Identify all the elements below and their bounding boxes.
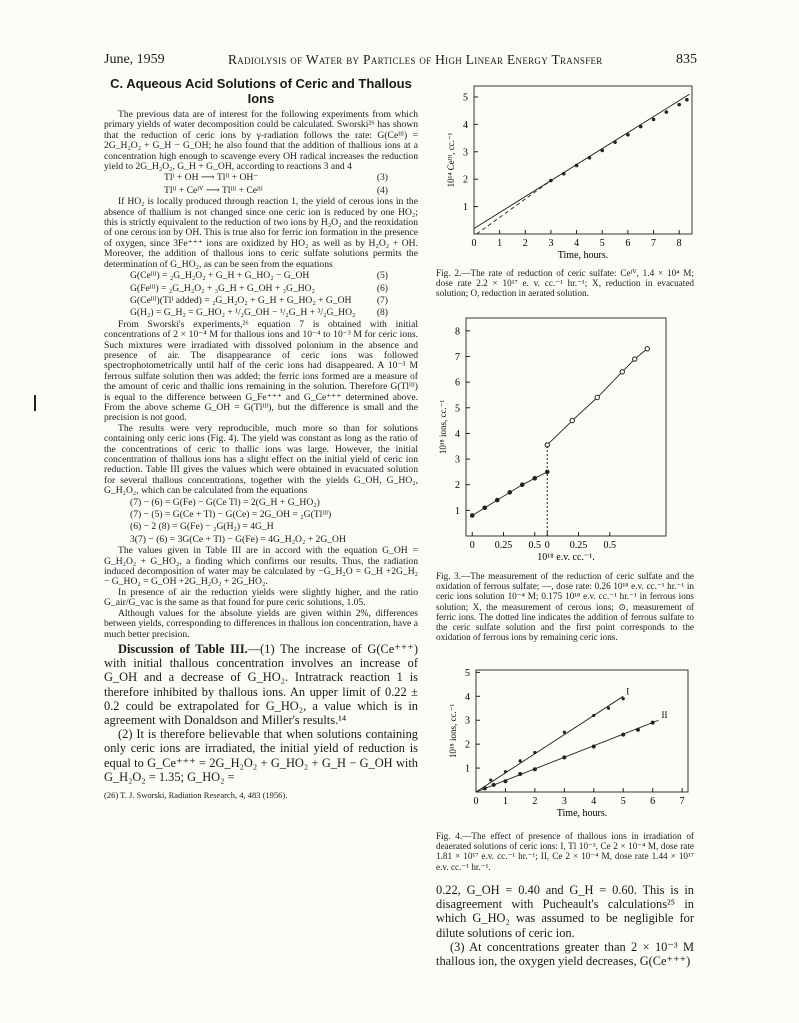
data-point bbox=[621, 733, 625, 737]
data-point bbox=[533, 767, 537, 771]
data-point bbox=[620, 370, 624, 374]
data-point bbox=[626, 133, 630, 137]
x-axis-label: 10¹⁸ e.v. cc.⁻¹. bbox=[537, 552, 595, 563]
x-tick-label: 2 bbox=[532, 796, 538, 807]
paragraph: 0.22, G_OH = 0.40 and G_H = 0.60. This is in disagreement with Pucheault's calculations²⁵ in which G_HO₂ was assumed to be negligible for dilute solutions of ceric ion. bbox=[436, 883, 694, 940]
data-point bbox=[518, 772, 522, 776]
data-point bbox=[600, 149, 604, 153]
y-tick-label: 2 bbox=[465, 739, 470, 751]
y-tick-label: 1 bbox=[455, 505, 460, 517]
y-tick-label: 3 bbox=[455, 454, 460, 466]
paragraph: Although values for the absolute yields are given within 2%, differences between yields, corresponding to differences in thallous ion concentration, have a much better precision. bbox=[104, 607, 418, 640]
data-point bbox=[575, 164, 579, 168]
equation: G(H₂) = G_H₂ = G_HO₂ + ¹/₂G_OH − ¹/₂G_H + ³/₂G_HO₂ (8) bbox=[130, 307, 388, 319]
equation: 3(7) − (6) = 3G(Ce + Tl) − G(Fe) = 4G_H₂O₂ + 2G_OH bbox=[130, 533, 346, 545]
y-tick-label: 5 bbox=[455, 403, 460, 415]
y-tick-label: 4 bbox=[463, 119, 468, 131]
y-tick-label: 8 bbox=[455, 326, 460, 338]
x-tick-label: 8 bbox=[676, 238, 682, 249]
data-point bbox=[508, 491, 512, 495]
x-tick-label: 2 bbox=[522, 238, 528, 249]
y-tick-label: 4 bbox=[455, 428, 460, 440]
right-column-text bbox=[436, 883, 694, 968]
y-axis-label: 10¹⁸ ions, cc.⁻¹ bbox=[438, 399, 448, 455]
x-tick-label: 7 bbox=[651, 238, 657, 249]
x-tick-label: 6 bbox=[650, 796, 656, 807]
x-tick-label: 0 bbox=[544, 540, 550, 551]
x-tick-label: 1 bbox=[502, 796, 508, 807]
x-tick-label: 4 bbox=[574, 238, 580, 249]
data-point bbox=[520, 483, 524, 487]
x-tick-label: 5 bbox=[620, 796, 626, 807]
x-tick-label: 0 bbox=[469, 540, 475, 551]
paragraph: The previous data are of interest for the following experiments from which primary yields of water decomposition could be calculated. Sworski²⁶ has shown that the reduction of ceric ions by γ-radiation follows the rate: G(Ceᴵᴵᴵ) = 2G_H₂O₂ + G_H − G_OH; he also found that the addition of thallious ions at a concentration high enough to scavenge every OH radical increases the reduction yield to 2G_H₂O₂, G_H + G_OH, according to reactions 3 and 4 bbox=[104, 109, 418, 173]
data-point bbox=[607, 707, 610, 710]
y-tick-label: 1 bbox=[465, 763, 470, 775]
equation: (7) − (6) = G(Fe) − G(Ce Tl) = 2(G_H + G_HO₂) bbox=[130, 496, 320, 508]
paragraph: If HO₂ is locally produced through reaction 1, the yield of cerous ions in the absence of thallium is not changed since one ceric ion is reduced by one HO₂; this is strictly equivalent to the reduction of two ions by H₂O₂ and the reoxidation of one cerous ion by OH. This is true also for ferric ion formation in the presence of oxygen, since 3Fe⁺⁺⁺ ions are oxidized by HO₂ as well as by H₂O₂ + OH. Moreover, the addition of thallous ions to ceric sulfate solutions permits the determination of G_HO₂, as can be seen from the equations bbox=[104, 196, 418, 270]
y-tick-label: 4 bbox=[465, 691, 470, 703]
series-label: II bbox=[661, 710, 668, 721]
data-point bbox=[588, 156, 592, 160]
data-point bbox=[622, 697, 625, 700]
dashed-series-line bbox=[477, 181, 551, 234]
paragraph: The results were very reproducible, much more so than for solutions containing only ceric ions (Fig. 4). The yield was constant as long as the ratio of the concentrations of ceric to thallic ions was large. However, the initial concentration of thallous ions has a slight effect on the initial yield of ceric ion reduction. Table III gives the values which were obtained in evacuated solution for several thallous concentrations, together with the yields G_OH, G_HO₂, G_H₂O₂, which can be calculated from the equations bbox=[104, 422, 418, 497]
data-point bbox=[592, 745, 596, 749]
data-point bbox=[483, 506, 487, 510]
figure-2-caption: Fig. 2.—The rate of reduction of ceric sulfate: Ceᴵⱽ, 1.4 × 10⁴ M; dose rate 2.2 × 10¹⁷ e. v. cc.⁻¹ hr.⁻¹; X, reduction in evacuated solution; O, reduction in aerated solution. bbox=[436, 268, 694, 299]
x-tick-label: 6 bbox=[625, 238, 631, 249]
equation: G(Feᴵᴵᴵ) = ₂G_H₂O₂ + ₃G_H + G_OH + ₃G_HO₂ (6) bbox=[130, 282, 388, 294]
figure-4-chart bbox=[436, 664, 696, 829]
x-axis-label: Time, hours. bbox=[556, 808, 608, 819]
x-tick-label: 5 bbox=[599, 238, 605, 249]
equation: Tlᴵ + OH ⟶ Tlᴵᴵ + OH⁻ (3) bbox=[164, 172, 388, 184]
y-tick-label: 3 bbox=[465, 715, 470, 727]
y-tick-label: 1 bbox=[463, 202, 468, 214]
data-point bbox=[495, 498, 499, 502]
running-title: Radiolysis of Water by Particles of High Linear Energy Transfer bbox=[228, 52, 603, 67]
data-point bbox=[563, 731, 566, 734]
equation: G(Ceᴵᴵᴵ)(Tlᴵ added) = ₂G_H₂O₂ + G_H + G_HO₂ + G_OH (7) bbox=[130, 294, 388, 306]
data-point bbox=[677, 103, 681, 107]
paragraph: In presence of air the reduction yields were slightly higher, and the ratio G_air/G_vac is the same as that found for pure ceric solutions, 1.05. bbox=[104, 586, 418, 609]
x-tick-label: 0 bbox=[473, 796, 479, 807]
data-point bbox=[639, 125, 643, 129]
data-point bbox=[492, 783, 496, 787]
y-axis-label: 10¹⁸ ions, cc.⁻¹ bbox=[448, 703, 458, 759]
paragraph: The values given in Table III are in accord with the equation G_OH = G_H₂O₂ + G_HO₂, a finding which confirms our results. Thus, the radiation induced decomposition of water may be calculated by −G_H₂O = G_H +2G_H₂ − G_HO₂ = G_OH +2G_H₂O₂ + 2G_HO₂. bbox=[104, 545, 418, 588]
x-tick-label: 0.5 bbox=[603, 540, 616, 551]
y-tick-label: 7 bbox=[455, 351, 460, 363]
y-axis-label: 10¹⁴ Ceᴵᴵᴵ, cc.⁻¹ bbox=[446, 132, 456, 188]
data-point bbox=[613, 140, 617, 144]
data-point bbox=[519, 759, 522, 762]
section-heading: C. Aqueous Acid Solutions of Ceric and Thallous Ions bbox=[110, 76, 412, 106]
y-tick-label: 2 bbox=[463, 174, 468, 186]
y-tick-label: 2 bbox=[455, 480, 460, 492]
data-point bbox=[651, 721, 655, 725]
data-point bbox=[549, 179, 553, 183]
equation: G(Ceᴵᴵᴵ) = ₂G_H₂O₂ + G_H + G_HO₂ − G_OH (5) bbox=[130, 270, 388, 282]
data-point bbox=[562, 755, 566, 759]
data-point bbox=[595, 395, 599, 399]
x-tick-label: 1 bbox=[497, 238, 503, 249]
paragraph: (2) It is therefore believable that when solutions containing only ceric ions are irradiated, the initial yield of reduction is equal to G_Ce⁺⁺⁺ = 2G_H₂O₂ + G_HO₂ + G_H − G_OH with G_H₂O₂ = 1.35; G_HO₂ = bbox=[104, 727, 418, 784]
figure-3-chart bbox=[436, 310, 696, 570]
running-date: June, 1959 bbox=[104, 52, 165, 67]
x-tick-label: 3 bbox=[561, 796, 567, 807]
equation: (6) − 2 (8) = G(Fe) − ₂G(H₂) = 4G_H bbox=[130, 521, 274, 533]
figure-4-caption: Fig. 4.—The effect of presence of thallous ions in irradiation of deaerated solutions of ceric ions: I, Tl 10⁻³, Ce 2 × 10⁻⁴ M, dose rate 1.81 × 10¹⁷ e.v. cc.⁻¹ hr.⁻¹; II, Ce 2 × 10⁻⁴ M, dose rate 1.44 × 10¹⁷ e.v. cc.⁻¹ hr.⁻¹. bbox=[436, 831, 694, 872]
data-point bbox=[562, 172, 566, 176]
figure-2-chart bbox=[436, 76, 696, 266]
x-tick-label: 0.25 bbox=[494, 540, 513, 551]
x-tick-label: 0 bbox=[471, 238, 477, 249]
y-tick-label: 6 bbox=[455, 377, 460, 389]
data-point bbox=[665, 110, 669, 114]
data-point bbox=[489, 778, 492, 781]
paragraph: (3) At concentrations greater than 2 × 10⁻³ M thallous ion, the oxygen yield decreases, G(Ce⁺⁺⁺) bbox=[436, 939, 694, 969]
data-point bbox=[645, 347, 649, 351]
data-point bbox=[685, 98, 689, 102]
data-point bbox=[636, 728, 640, 732]
data-point bbox=[504, 770, 507, 773]
y-tick-label: 5 bbox=[463, 92, 468, 104]
page-number: 835 bbox=[676, 52, 697, 67]
left-column bbox=[104, 76, 418, 800]
data-point bbox=[633, 357, 637, 361]
footnote: (26) T. J. Sworski, Radiation Research, 4, 483 (1956). bbox=[104, 789, 288, 800]
y-tick-label: 3 bbox=[463, 147, 468, 159]
series-line bbox=[474, 94, 689, 228]
data-point bbox=[592, 714, 595, 717]
data-point bbox=[470, 514, 474, 518]
x-tick-label: 0.5 bbox=[528, 540, 541, 551]
series-line bbox=[476, 696, 623, 792]
y-tick-label: 5 bbox=[465, 667, 470, 679]
series-label: I bbox=[626, 686, 630, 697]
x-tick-label: 3 bbox=[548, 238, 554, 249]
figure-3-caption: Fig. 3.—The measurement of the reduction of ceric sulfate and the oxidation of ferrous sulfate; —, dose rate: 0.26 10¹⁸ e.v. cc.⁻¹ hr.⁻¹ in ceric ions solution 10⁻⁴ M; 0.175 10¹⁸ e.v. cc.⁻¹ hr.⁻¹ in ferrous ions solution; X, the measurement of cerous ions; ⊙, measurement of ferric ions. The dotted line indicates the addition of ferrous sulfate to the ceric sulfate solution and the first point corresponds to the oxidation of ferrous ions by remaining ceric ions. bbox=[436, 571, 694, 643]
x-axis-label: Time, hours. bbox=[557, 250, 609, 261]
data-point bbox=[533, 476, 537, 480]
paragraph bbox=[104, 642, 418, 727]
data-point bbox=[483, 786, 487, 790]
x-tick-label: 4 bbox=[591, 796, 597, 807]
data-point bbox=[652, 118, 656, 122]
data-point bbox=[533, 751, 536, 754]
margin-mark bbox=[34, 395, 36, 411]
x-tick-label: 0.25 bbox=[569, 540, 588, 551]
data-point bbox=[503, 779, 507, 783]
x-tick-label: 7 bbox=[679, 796, 685, 807]
equation: (7) − (5) = G(Ce + Tl) − G(Ce) = 2G_OH = ₂G(Tlᴵᴵᴵ) bbox=[130, 509, 332, 521]
paragraph: From Sworski's experiments,²⁶ equation 7 is obtained with initial concentrations of 2 × 10⁻⁴ M for thallous ions and 10⁻⁴ to 10⁻³ M for ceric ions. Such mixtures were irradiated with dissolved polonium in the absence and presence of air. The disappearance of ceric ions was followed spectrophotometrically until half of the ceric ions had disappeared. A 10⁻³ M ferrous sulfate solution then was added; the ferric ions formed are a measure of the amount of ceric and thallic ions remaining in the solution. Therefore G(Tlᴵᴵᴵ) is equal to the difference between G_Fe⁺⁺⁺ and G_Ce⁺⁺⁺ determined above. From the above scheme G_OH = G(Tlᴵᴵᴵ), but the difference is small and the precision is not good. bbox=[104, 318, 418, 424]
data-point bbox=[570, 418, 574, 422]
series-line bbox=[476, 720, 659, 792]
plot-frame bbox=[476, 670, 688, 792]
subheading: Discussion of Table III. bbox=[118, 641, 248, 656]
equation: Tlᴵᴵ + Ceᴵⱽ ⟶ Tlᴵᴵᴵ + Ceᴵᴵᴵ (4) bbox=[164, 184, 388, 196]
paragraph-text: —(1) The increase of G(Ce⁺⁺⁺) with initial thallous concentration involves an increase of G_OH and a decrease of G_HO₂. Intratrack reaction 1 is therefore inhibited by thallous ions. An upper limit of 0.22 ± 0.2 could be extrapolated for G_HO₂, a value which is in agreement with Donaldson and Miller's results.¹⁴ bbox=[104, 641, 418, 727]
